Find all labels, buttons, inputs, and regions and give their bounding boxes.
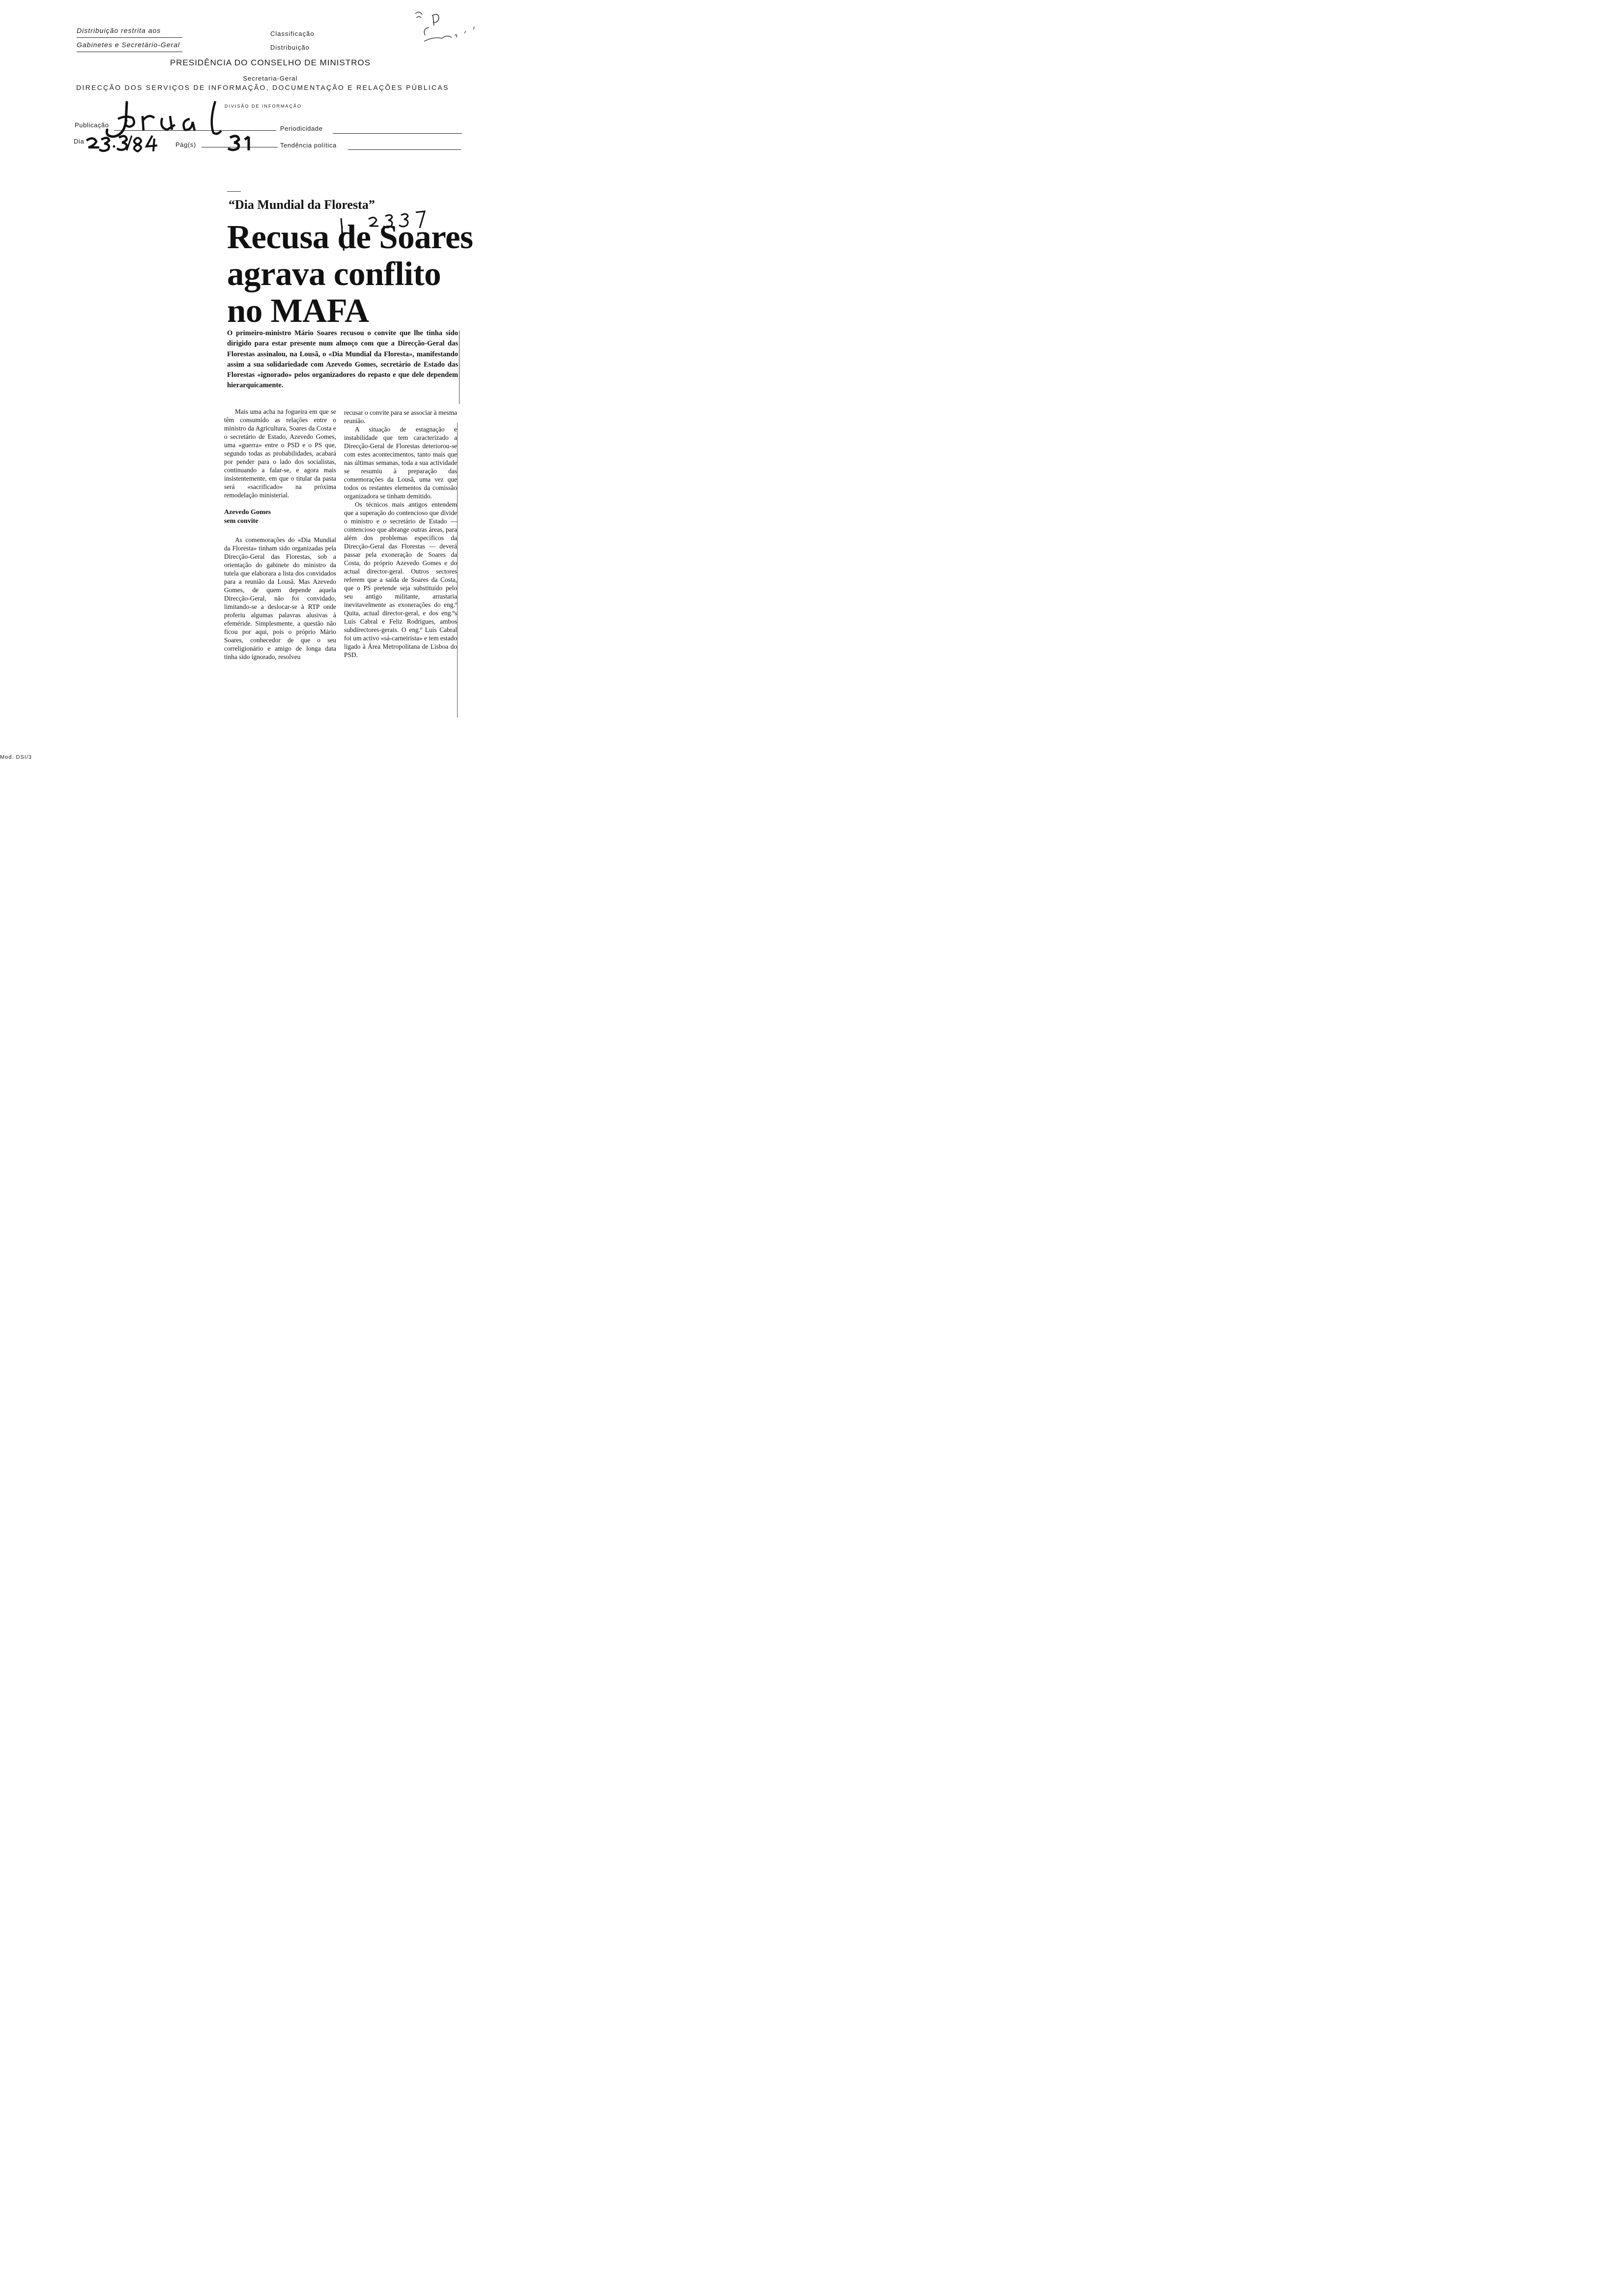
tendencia-field-line [348, 149, 461, 150]
classificacao-label: Classificação [270, 30, 315, 37]
tendencia-label: Tendência política [280, 142, 337, 149]
handwritten-form-entries [74, 96, 280, 155]
periodicidade-field-line [333, 133, 462, 134]
organization-name: PRESIDÊNCIA DO CONSELHO DE MINISTROS [170, 58, 371, 67]
publicacao-label: Publicação [75, 121, 109, 129]
distribution-line-1: Distribuição restrita aos [77, 24, 182, 38]
article-column-1 [224, 407, 336, 661]
article-kicker: “Dia Mundial da Floresta” [229, 198, 375, 212]
column-1-paragraph-2: As comemorações do «Dia Mundial da Floresta» tinham sido organizadas pela Direcção-Geral das Florestas, sob a orientação do gabinete do ministro da tutela que elaborara a lista dos convidados para a reunião da Lousã. Mas Azevedo Gomes, de quem depende aquela Direcção-Geral, não foi convidado, limitando-se a deslocar-se à RTP onde proferiu algumas palavras alusivas à efeméride. Simplesmente, a questão não ficou por aqui, pois o próprio Mário Soares, conhecedor de que o seu correligionário e amigo de longa data tinha sido ignorado, resolveu [224, 536, 336, 660]
subheading-line-2: sem convite [224, 517, 259, 525]
dia-label: Dia [74, 138, 85, 145]
clipping-rule [227, 191, 241, 192]
column-2-paragraph-1: recusar o convite para se associar à mesma reunião. [344, 409, 457, 425]
handwritten-corner-mark [401, 5, 479, 44]
headline-line-1: Recusa de Soares [227, 218, 473, 256]
distribution-notice [77, 24, 182, 52]
article-subheading [224, 508, 336, 526]
distribution-line-2: Gabinetes e Secretário-Geral [77, 38, 182, 52]
form-code: Mod. DSI/3 [0, 754, 32, 760]
headline-line-3: no MAFA [227, 292, 369, 329]
handwritten-reference [339, 206, 437, 251]
secretariat-name: Secretaria-Geral [243, 75, 298, 82]
distribuicao-label: Distribuição [270, 44, 310, 51]
column-2-paragraph-3: Os técnicos mais antigos entendem que a superação do contencioso que divide o ministro e o secretário de Estado — contencioso que abrange outras áreas, para além dos problemas específicos da Direcção-Geral das Florestas — deverá passar pela exoneração de Soares da Costa, do próprio Azevedo Gomes e do actual director-geral. Outros sectores referem que a saída de Soares da Costa, que o PS pretende seja substituído pelo seu antigo militante, arrastaria inevitavelmente as exonerações do eng.º Quita, actual director-geral, e dos eng.ºs Luís Cabral e Feliz Rodrigues, ambos subdirectores-gerais. O eng.º Luís Cabral foi um activo «sá-carneirista» e tem estado ligado à Área Metropolitana de Lisboa do PSD. [344, 501, 457, 659]
lead-marker-bar [459, 330, 460, 404]
column-marker-bar [457, 423, 458, 718]
subheading-line-1: Azevedo Gomes [224, 509, 271, 516]
article-lead: O primeiro-ministro Mário Soares recusou o convite que lhe tinha sido dirigido para estar presente num almoço com que a Direcção-Geral das Florestas assinalou, na Lousã, o «Dia Mundial da Floresta», manifestando assim a sua solidariedade com Azevedo Gomes, secretário de Estado das Florestas «ignorado» pelos organizadores do repasto e que dele dependem hierarquicamente. [227, 329, 458, 390]
periodicidade-label: Periodicidade [280, 125, 323, 132]
organization-heading [0, 58, 541, 82]
column-2-paragraph-2: A situação de estagnação e instabilidade que tem caracterizado a Direcção-Geral de Florestas deteriorou-se com estes acontecimentos, tanto mais que nas últimas semanas, toda a sua actividade se resumiu à preparação das comemorações da Lousã, uma vez que todos os restantes elementos da comissão organizadora se tinham demitido. [344, 426, 457, 500]
column-1-paragraph-1: Mais uma acha na fogueira em que se têm consumido as relações entre o ministro da Agricultura, Soares da Costa e o secretário de Estado, Azevedo Gomes, uma «guerra» entre o PSD e o PS que, segundo todas as probabilidades, acabará por pender para o lado dos socialistas, continuando a falar-se, e agora mais insistentemente, em que o titular da pasta será «sacrificado» na próxima remodelação ministerial. [224, 408, 336, 499]
classification-block [270, 27, 315, 55]
directorate-name: DIRECÇÃO DOS SERVIÇOS DE INFORMAÇÃO, DOCUMENTAÇÃO E RELAÇÕES PÚBLICAS [76, 84, 449, 91]
headline-line-2: agrava conflito [227, 255, 441, 292]
pags-label: Pág(s) [175, 141, 196, 148]
division-name: DIVISÃO DE INFORMAÇÃO [225, 104, 302, 109]
article-column-2 [344, 408, 457, 659]
